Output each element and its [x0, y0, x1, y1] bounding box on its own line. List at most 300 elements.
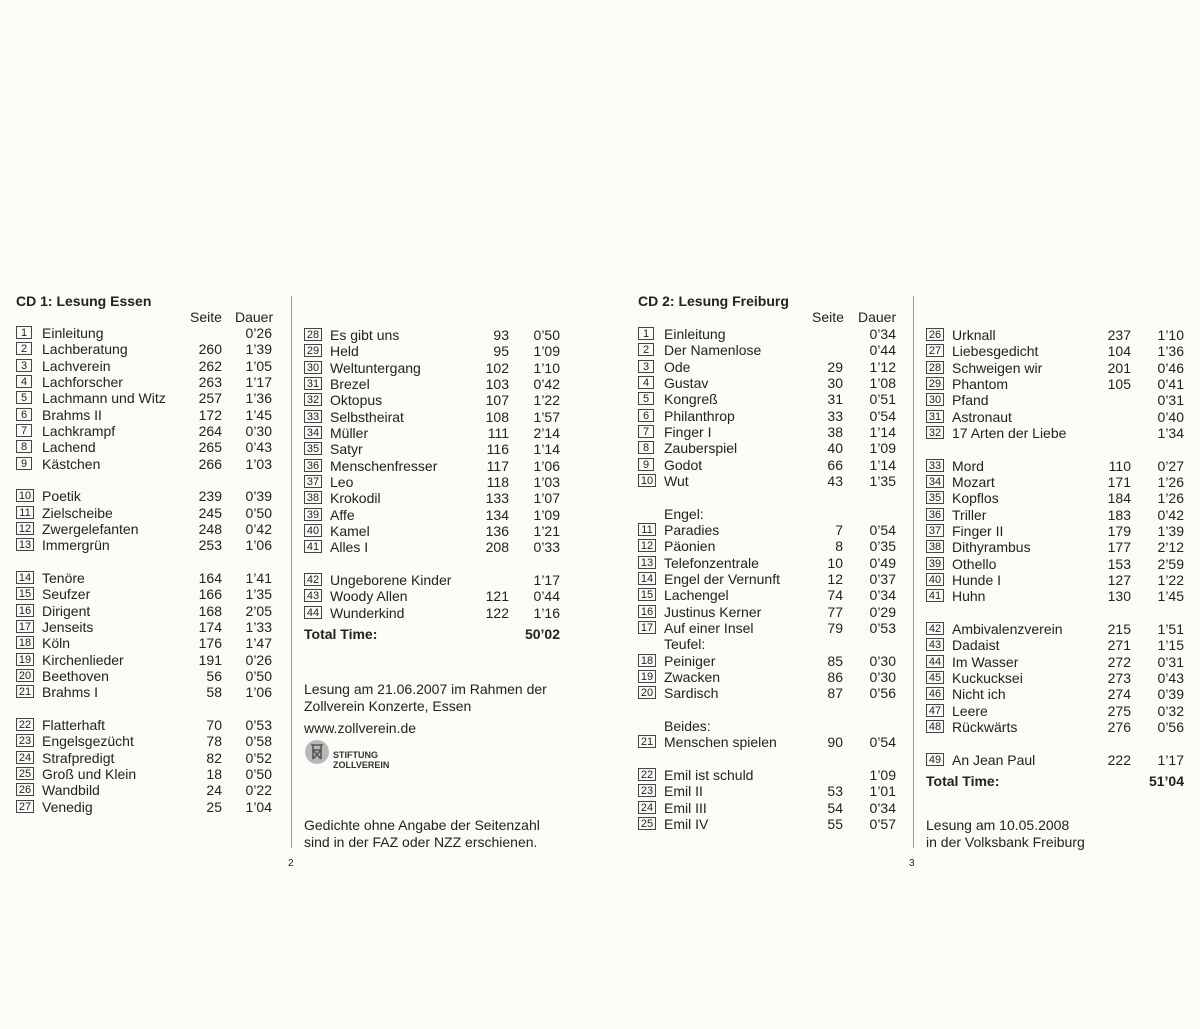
cd1-dauer-header: Dauer — [235, 309, 274, 325]
track-number-box: 36 — [304, 459, 322, 472]
track-row — [16, 782, 276, 798]
track-duration: 0’26 — [245, 325, 272, 341]
cd2-info-line2: in der Volksbank Freiburg — [926, 834, 1085, 850]
track-name: Oktopus — [330, 392, 383, 409]
track-page: 38 — [827, 424, 843, 440]
page-number-left: 2 — [288, 858, 294, 869]
track-name: Liebesgedicht — [952, 343, 1039, 360]
track-duration: 1’06 — [245, 537, 272, 554]
track-page: 90 — [827, 734, 843, 751]
track-row — [16, 521, 276, 537]
track-number-box: 22 — [638, 768, 656, 781]
track-row — [926, 539, 1186, 555]
cd1-title: CD 1: Lesung Essen — [16, 293, 152, 309]
track-row — [304, 360, 564, 376]
track-row — [304, 474, 564, 490]
track-number-box: 29 — [304, 344, 322, 357]
track-number-box: 27 — [926, 344, 944, 357]
track-row — [638, 326, 898, 342]
track-row — [638, 604, 898, 620]
group-label: Engel: — [664, 505, 704, 522]
track-duration: 0’53 — [245, 716, 272, 733]
track-number-box: 30 — [926, 393, 944, 406]
track-number-box: 4 — [638, 376, 654, 389]
track-name: Seufzer — [42, 586, 91, 603]
track-name: Krokodil — [330, 490, 381, 507]
track-duration: 1’21 — [533, 523, 560, 539]
track-duration: 1’47 — [245, 635, 272, 652]
track-number-box: 39 — [926, 557, 944, 570]
track-name: Einleitung — [42, 325, 104, 341]
track-page: 265 — [198, 439, 222, 456]
track-number-box: 1 — [16, 326, 32, 339]
track-number-box: 31 — [926, 410, 944, 423]
track-number-box: 44 — [304, 606, 322, 619]
track-duration: 1’39 — [245, 341, 272, 358]
track-duration: 1’22 — [533, 392, 560, 409]
track-row — [638, 587, 898, 603]
track-number-box: 9 — [16, 457, 32, 470]
track-row — [16, 799, 276, 815]
track-name: Brahms II — [42, 406, 102, 423]
track-number-box: 41 — [926, 589, 944, 602]
track-number-box: 6 — [638, 409, 654, 422]
track-duration: 1’10 — [1157, 327, 1184, 343]
track-number-box: 35 — [304, 442, 322, 455]
track-number-box: 25 — [638, 817, 656, 830]
track-duration: 1’14 — [533, 441, 560, 458]
track-row — [926, 719, 1186, 735]
track-duration: 0’34 — [869, 587, 896, 604]
track-row — [926, 588, 1186, 604]
track-row — [638, 653, 898, 669]
track-name: Flatterhaft — [42, 716, 106, 733]
track-number-box: 6 — [16, 408, 32, 421]
track-name: Es gibt uns — [330, 327, 400, 343]
track-number-box: 15 — [16, 587, 34, 600]
track-duration: 0’22 — [245, 782, 272, 799]
track-number-box: 49 — [926, 753, 944, 766]
track-duration: 1’01 — [869, 783, 896, 800]
track-number-box: 36 — [926, 508, 944, 521]
track-name: Engelsgezücht — [42, 733, 134, 750]
track-page: 43 — [827, 473, 843, 489]
track-row — [926, 621, 1186, 637]
track-page: 105 — [1107, 376, 1131, 392]
track-name: Zwacken — [664, 668, 721, 685]
zollverein-logo-icon — [304, 739, 330, 765]
track-duration: 0’52 — [245, 749, 272, 766]
track-name: 17 Arten der Liebe — [952, 425, 1067, 441]
track-duration: 1’14 — [869, 456, 896, 473]
track-row — [926, 327, 1186, 343]
track-name: Justinus Kerner — [664, 603, 762, 620]
track-duration: 0’27 — [1157, 457, 1184, 474]
track-row — [16, 423, 276, 439]
track-name: Jenseits — [42, 618, 94, 635]
track-row — [926, 654, 1186, 670]
track-page: 176 — [198, 635, 222, 652]
track-row — [638, 783, 898, 799]
track-duration: 1’10 — [533, 359, 560, 376]
track-page: 116 — [486, 441, 509, 458]
track-page: 24 — [206, 782, 222, 799]
track-duration: 0’44 — [533, 588, 560, 605]
track-name: Lachengel — [664, 587, 729, 604]
track-page: 174 — [198, 618, 222, 635]
track-row — [304, 425, 564, 441]
track-name: Othello — [952, 555, 997, 572]
track-number-box: 3 — [16, 359, 32, 372]
track-name: Tenöre — [42, 569, 85, 586]
track-duration: 0’44 — [869, 342, 896, 359]
track-number-box: 33 — [926, 459, 944, 472]
track-page: 274 — [1107, 686, 1131, 703]
track-name: Dirigent — [42, 602, 91, 619]
track-duration: 1’41 — [245, 569, 272, 586]
track-number-box: 24 — [638, 801, 656, 814]
track-row — [16, 374, 276, 390]
track-duration: 0’39 — [245, 488, 272, 505]
track-name: Köln — [42, 635, 71, 652]
track-name: Strafpredigt — [42, 749, 115, 766]
zollverein-logo — [304, 739, 404, 771]
track-page: 222 — [1107, 751, 1131, 768]
track-number-box: 2 — [638, 343, 654, 356]
track-row — [638, 800, 898, 816]
track-name: Pfand — [952, 392, 989, 409]
track-row — [16, 341, 276, 357]
track-number-box: 47 — [926, 704, 944, 717]
track-name: Groß und Klein — [42, 765, 137, 782]
track-name: Menschenfresser — [330, 457, 438, 474]
track-page: 10 — [827, 554, 843, 571]
track-duration: 1’16 — [533, 604, 560, 621]
track-name: Emil III — [664, 799, 707, 816]
track-name: Held — [330, 343, 359, 360]
track-page: 260 — [198, 341, 222, 358]
track-name: Schweigen wir — [952, 359, 1043, 376]
track-number-box: 7 — [16, 424, 32, 437]
track-number-box: 32 — [304, 393, 322, 406]
logo-line1: STIFTUNG — [333, 750, 378, 760]
track-number-box: 26 — [926, 328, 944, 341]
track-number-box: 7 — [638, 425, 654, 438]
track-number-box: 11 — [16, 506, 34, 519]
track-number-box: 34 — [304, 426, 322, 439]
track-page: 111 — [487, 425, 509, 441]
track-duration: 0’49 — [869, 554, 896, 571]
track-name: Ambivalenzverein — [952, 620, 1063, 637]
track-name: Kirchenlieder — [42, 651, 124, 668]
track-row — [926, 458, 1186, 474]
track-row — [926, 425, 1186, 441]
track-name: Astronaut — [952, 408, 1012, 425]
track-name: Mord — [952, 457, 984, 474]
track-duration: 0’56 — [1157, 718, 1184, 735]
track-name: Ode — [664, 358, 691, 375]
track-name: Lachberatung — [42, 341, 128, 358]
track-row — [304, 588, 564, 604]
cd1-seite-header: Seite — [190, 309, 222, 325]
track-row — [16, 505, 276, 521]
track-name: Kamel — [330, 523, 370, 539]
track-duration: 1’05 — [245, 357, 272, 374]
track-duration: 0’50 — [245, 504, 272, 521]
track-row — [638, 424, 898, 440]
track-duration: 1’07 — [533, 490, 560, 507]
track-duration: 1’12 — [869, 358, 896, 375]
track-duration: 1’17 — [533, 571, 560, 588]
track-page: 171 — [1107, 474, 1131, 490]
track-name: Brahms I — [42, 684, 99, 701]
track-page: 77 — [827, 603, 843, 620]
track-duration: 0’43 — [1157, 669, 1184, 686]
track-page: 7 — [835, 522, 843, 538]
track-page: 74 — [827, 587, 843, 604]
track-name: Nicht ich — [952, 686, 1006, 703]
track-number-box: 42 — [926, 622, 944, 635]
track-duration: 1’14 — [869, 424, 896, 440]
track-number-box: 27 — [16, 800, 34, 813]
track-duration: 0’41 — [1157, 376, 1184, 392]
track-number-box: 3 — [638, 360, 654, 373]
track-duration: 1’36 — [245, 390, 272, 407]
track-page: 30 — [827, 375, 843, 391]
cd1-info-line1: Lesung am 21.06.2007 im Rahmen der — [304, 681, 547, 697]
track-duration: 1’45 — [245, 406, 272, 423]
track-name: Zwergelefanten — [42, 521, 139, 537]
track-number-box: 24 — [16, 751, 34, 764]
track-duration: 0’50 — [245, 765, 272, 782]
track-name: Triller — [952, 506, 987, 523]
track-duration: 0’30 — [245, 423, 272, 439]
track-number-box: 16 — [638, 605, 656, 618]
cd1-total-label: Total Time: — [304, 626, 378, 642]
track-page: 107 — [485, 392, 509, 409]
track-number-box: 23 — [16, 734, 34, 747]
track-row — [304, 458, 564, 474]
track-name: Mozart — [952, 474, 995, 490]
track-duration: 1’35 — [869, 473, 896, 489]
track-name: An Jean Paul — [952, 751, 1036, 768]
track-duration: 0’46 — [1157, 359, 1184, 376]
track-number-box: 16 — [16, 604, 34, 617]
track-row — [638, 457, 898, 473]
track-duration: 0’56 — [869, 685, 896, 702]
cd2-divider — [913, 296, 914, 848]
track-row — [926, 523, 1186, 539]
track-number-box: 40 — [926, 573, 944, 586]
track-page: 53 — [827, 783, 843, 800]
track-name: Urknall — [952, 327, 996, 343]
track-row — [638, 816, 898, 832]
track-page: 104 — [1107, 343, 1131, 360]
track-duration: 2’59 — [1157, 555, 1184, 572]
track-number-box: 14 — [638, 572, 656, 585]
track-duration: 0’54 — [869, 407, 896, 424]
track-page: 257 — [198, 390, 222, 407]
track-row — [16, 684, 276, 700]
track-name: Beethoven — [42, 667, 109, 684]
track-page: 130 — [1107, 588, 1131, 605]
track-row — [638, 375, 898, 391]
track-page: 79 — [827, 619, 843, 636]
track-row — [926, 637, 1186, 653]
track-row — [638, 571, 898, 587]
track-duration: 0’29 — [869, 603, 896, 620]
cd1-note-line1: Gedichte ohne Angabe der Seitenzahl — [304, 817, 540, 833]
track-number-box: 38 — [926, 540, 944, 553]
track-duration: 1’22 — [1157, 571, 1184, 588]
track-page: 133 — [485, 490, 509, 507]
track-duration: 1’45 — [1157, 588, 1184, 605]
track-row — [926, 507, 1186, 523]
track-name: Emil ist schuld — [664, 766, 754, 783]
track-number-box: 48 — [926, 720, 944, 733]
track-page: 179 — [1107, 523, 1131, 539]
track-duration: 0’40 — [1157, 408, 1184, 425]
track-page: 82 — [206, 749, 222, 766]
track-page: 191 — [198, 651, 222, 668]
track-page: 272 — [1107, 653, 1131, 670]
cd1-divider — [291, 296, 292, 848]
track-number-box: 42 — [304, 573, 322, 586]
track-row — [926, 360, 1186, 376]
track-page: 237 — [1107, 327, 1131, 343]
track-row — [638, 555, 898, 571]
track-page: 108 — [485, 408, 509, 425]
track-page: 253 — [198, 537, 222, 554]
track-page: 87 — [827, 685, 843, 702]
track-name: Satyr — [330, 441, 363, 458]
track-page: 12 — [827, 570, 843, 587]
track-row — [638, 391, 898, 407]
cd2-seite-header: Seite — [812, 309, 844, 325]
track-page: 177 — [1107, 539, 1131, 556]
track-page: 110 — [1108, 457, 1131, 474]
track-page: 117 — [486, 457, 509, 474]
track-duration: 1’03 — [533, 474, 560, 490]
track-duration: 0’26 — [245, 651, 272, 668]
track-number-box: 1 — [638, 327, 654, 340]
track-number-box: 34 — [926, 475, 944, 488]
track-name: Telefonzentrale — [664, 554, 759, 571]
track-page: 248 — [198, 521, 222, 537]
track-name: Leere — [952, 702, 988, 719]
track-row — [638, 620, 898, 636]
track-name: Hunde I — [952, 571, 1002, 588]
track-row — [16, 586, 276, 602]
track-row — [16, 750, 276, 766]
track-page: 103 — [485, 376, 509, 392]
track-number-box: 28 — [926, 361, 944, 374]
track-duration: 0’42 — [1157, 506, 1184, 523]
track-number-box: 10 — [16, 489, 34, 502]
track-number-box: 39 — [304, 508, 322, 521]
track-number-box: 38 — [304, 491, 322, 504]
track-row — [926, 703, 1186, 719]
track-page: 93 — [493, 327, 509, 343]
track-duration: 2’12 — [1157, 539, 1184, 556]
track-row — [16, 488, 276, 504]
track-name: Huhn — [952, 588, 986, 605]
track-name: Finger I — [664, 424, 712, 440]
track-row — [926, 686, 1186, 702]
cd1-info-line2: Zollverein Konzerte, Essen — [304, 698, 472, 714]
page-number-right: 3 — [909, 858, 915, 869]
track-number-box: 40 — [304, 524, 322, 537]
track-row — [304, 376, 564, 392]
track-row — [16, 635, 276, 651]
cd2-total-value: 51’04 — [1148, 773, 1184, 789]
track-row — [926, 572, 1186, 588]
track-name: Sardisch — [664, 685, 719, 702]
track-duration: 0’39 — [1157, 686, 1184, 703]
track-duration: 0’58 — [245, 733, 272, 750]
track-row — [16, 456, 276, 472]
track-name: Müller — [330, 425, 369, 441]
track-duration: 1’15 — [1157, 637, 1184, 654]
track-name: Kongreß — [664, 391, 718, 408]
track-number-box: 5 — [638, 392, 654, 405]
track-row — [304, 441, 564, 457]
track-page: 275 — [1107, 702, 1131, 719]
track-number-box: 29 — [926, 377, 944, 390]
track-number-box: 12 — [16, 522, 34, 535]
track-number-box: 44 — [926, 655, 944, 668]
track-name: Gustav — [664, 375, 709, 391]
track-number-box: 2 — [16, 342, 32, 355]
track-number-box: 43 — [304, 589, 322, 602]
track-duration: 0’31 — [1157, 392, 1184, 409]
track-duration: 2’14 — [533, 425, 560, 441]
track-name: Auf einer Insel — [664, 619, 754, 636]
track-row — [638, 359, 898, 375]
cd1-total-value: 50’02 — [524, 626, 560, 642]
track-duration: 1’26 — [1157, 490, 1184, 507]
track-duration: 1’34 — [1157, 425, 1184, 441]
track-row — [16, 439, 276, 455]
track-duration: 1’08 — [869, 375, 896, 391]
track-page: 166 — [198, 586, 222, 603]
track-number-box: 4 — [16, 375, 32, 388]
track-page: 33 — [827, 407, 843, 424]
track-page: 8 — [835, 538, 843, 555]
track-duration: 0’30 — [869, 652, 896, 669]
track-name: Lachend — [42, 439, 96, 456]
track-duration: 0’35 — [869, 538, 896, 555]
track-name: Brezel — [330, 376, 370, 392]
track-row — [16, 390, 276, 406]
cd2-total-label: Total Time: — [926, 773, 1000, 789]
track-duration: 1’39 — [1157, 523, 1184, 539]
track-duration: 1’03 — [245, 455, 272, 472]
track-name: Ungeborene Kinder — [330, 571, 452, 588]
track-row — [638, 685, 898, 701]
track-page: 55 — [827, 815, 843, 832]
track-page: 54 — [827, 799, 843, 816]
track-duration: 0’42 — [245, 521, 272, 537]
track-row — [638, 734, 898, 750]
track-number-box: 8 — [638, 441, 654, 454]
track-name: Zauberspiel — [664, 440, 738, 457]
track-page: 153 — [1107, 555, 1131, 572]
track-row — [926, 409, 1186, 425]
track-row — [926, 556, 1186, 572]
track-duration: 1’09 — [869, 766, 896, 783]
track-row — [304, 507, 564, 523]
